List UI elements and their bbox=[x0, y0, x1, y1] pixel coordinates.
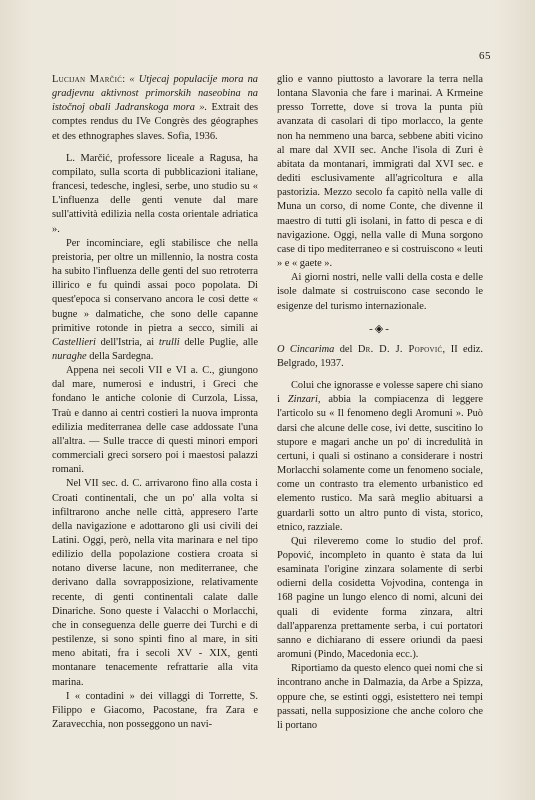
paragraph: Nel VII sec. d. C. arrivarono fino alla costa i Croati continentali, che un po' alla volta si infiltrarono anche nelle città, appresero l'arte della navigazione e adottarono gli usi civili dei Latini. Oggi, però, nella vita marinara e nel tipo edilizio della popolazione costiera croata si notano diverse lacune, non mediterranee, che derivano dalla sovrapposizione, relativamente recente, di genti continentali calate dalle Dinariche. Sono queste i Valacchi o Morlacchi, che in conseguenza delle guerre dei Turchi e di pestilenze, si sono spinti fino al mare, in siti meno abitati, fra i secoli XV - XIX, genti montanare tenacemente refrattarie alla vita marina. bbox=[52, 478, 258, 688]
review-source: Extrait des comptes rendus du IVe Congrès des géographes et des ethnographes slaves. Sofia, 1936. bbox=[52, 102, 258, 142]
review-header-popovic: O Cincarima del Dr. D. J. Popović, II ediz. Belgrado, 1937. bbox=[277, 343, 483, 369]
paragraph: L. Marčić, professore liceale a Ragusa, ha compilato, sulla scorta di pubblicazioni italiane, francesi, tedesche, inglesi, serbe, uno studio su « L'influenza delle genti venute dal mare sull'attività edilizia nella costa orientale adriatica ». bbox=[52, 152, 258, 235]
paragraph: Colui che ignorasse e volesse sapere chi siano i Zinzari, abbia la compiacenza di leggere l'articolo su « Il fenomeno degli Aromuni ». Può darsi che alcune delle cose, ivi dette, suscitino lo stupore e magari anche un po' di incredulità in certuni, i quali si ostinano a considerare i nostri Morlacchi solamente come un fenomeno sociale, come un contrasto tra elemento urbanistico ed elemento rustico. Ma sarà meglio abituarsi a guardarli sotto un altro punto di vista, storico, etnico, razziale. bbox=[277, 380, 483, 533]
review-author: Dr. D. J. Popović, bbox=[357, 343, 446, 355]
paragraph: glio e vanno piuttosto a lavorare la terra nella lontana Slavonia che fare i marinai. A Krmeine presso Torrette, dove si trova la punta più avanzata di casolari di tipo morlacco, la gente non ha nemmeno una barca, sebbene abiti vicino al mare dal XVII sec. Anche l'isola di Zuri è abitata da montanari, immigrati dal XVI sec. e dediti esclusivamente all'agricoltura e alla pastorizia. Mezzo secolo fa capitò nella valle di Muna un corso, di nome Conte, che divenne il maestro di tutti gli isolani, in fatto di pesca e di navigazione. Oggi, nella valle di Muna sorgono case di tipo mediterraneo e si costruiscono « leuti » e « gaete ». bbox=[277, 74, 483, 270]
paragraph: Per incominciare, egli stabilisce che nella preistoria, per oltre un millennio, la nostra costa ha subito l'influenza delle genti del suo retroterra illirico e fu quindi assai poco popolata. Di quest'epoca si conservano ancora le così dette « bugne » dalmatiche, che sono delle capanne primitive rotonde in pietra a secco, simili ai Castellieri dell'Istria, ai trulli delle Puglie, alle nuraghe della Sardegna. bbox=[52, 237, 259, 362]
review-source: II ediz. Belgrado, 1937. bbox=[277, 343, 483, 369]
paragraph: I « contadini » dei villaggi di Torrette, S. Filippo e Giacomo, Pacostane, fra Zara e Zaravecchia, non posseggono un navi- bbox=[52, 690, 258, 731]
review-title: O Cincarima bbox=[277, 343, 335, 355]
right-column bbox=[277, 73, 483, 733]
section-divider: -◈- bbox=[369, 322, 391, 335]
review-author: Lucijan Marčić bbox=[52, 74, 123, 85]
review-title: « Utjecaj populacije mora na gradjevnu aktivnost primorskih naseobina na istočnoj obali Jadranskoga mora ». bbox=[52, 74, 258, 114]
paragraph: Ai giorni nostri, nelle valli della costa e delle isole dalmate si costruiscono case secondo le esigenze del turismo internazionale. bbox=[277, 272, 483, 312]
paragraph: Riportiamo da questo elenco quei nomi che si incontrano anche in Dalmazia, da Arbe a Spizza, oppure che, se estinti oggi, esistettero nei tempi passati, nella supposizione che anche coloro che li portano bbox=[277, 663, 483, 731]
paragraph: Qui rileveremo come lo studio del prof. Popović, incompleto in quanto è stata da lui esaminata l'origine zinzara solamente di serbi odierni della cosidetta Vojvodina, contenga in 168 pagine un lungo elenco di nomi, alcuni dei quali di evidente forma zinzara, altri dall'apparenza prettamente serba, i cui portatori sanno e dichiarano di essere oriundi da paesi aromuni (Pindo, Macedonia ecc.). bbox=[277, 535, 483, 661]
left-column bbox=[52, 73, 258, 732]
paragraph: Appena nei secoli VII e VI a. C., giungono dal mare, numerosi e industri, i Greci che fondano le antiche colonie di Curzola, Lissa, Traù e danno ai centri costieri la nuova impronta edilizia mediterranea delle case addossate l'una all'altra. — Sulle tracce di questi minori empori commerciali greci sorsero poi i maestosi palazzi romani. bbox=[52, 365, 258, 476]
page-number: 65 bbox=[479, 50, 491, 62]
review-header-marcic: Lucijan Marčić: « Utjecaj populacije mora na gradjevnu aktivnost primorskih naseobina na istočnoj obali Jadranskoga mora ». Extrait des comptes rendus du IVe Congrès des géographes et des ethnographes slaves. Sofia, 1936. bbox=[52, 74, 258, 142]
